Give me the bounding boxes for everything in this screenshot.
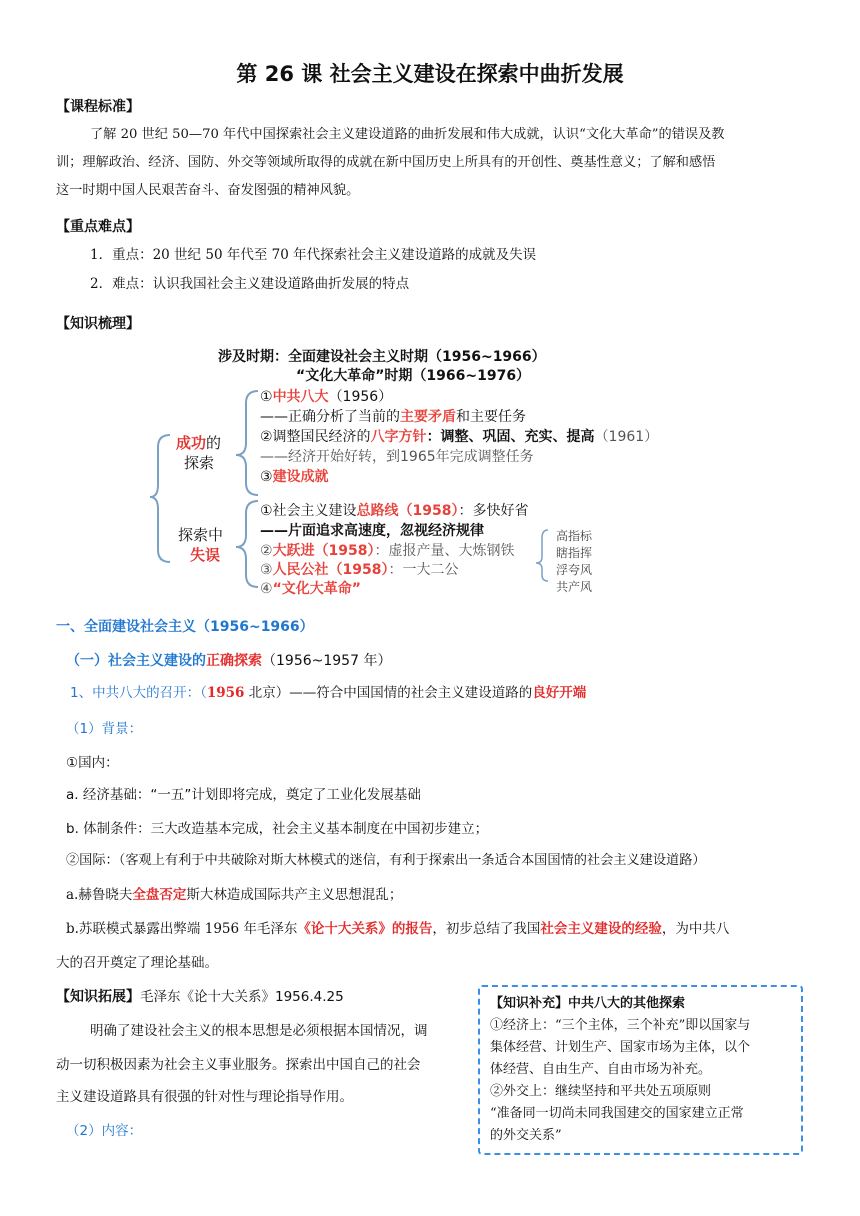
- supplement-line-5: “准备同一切尚未同我国建交的国家建立正常: [490, 1106, 744, 1121]
- page-title: 第 26 课 社会主义建设在探索中曲折发展: [236, 62, 624, 86]
- sub1-a: （一）社会主义建设的: [66, 653, 206, 669]
- supplement-line-6: 的外交关系”: [490, 1128, 562, 1143]
- wind-1: 高指标: [556, 529, 593, 543]
- supplement-line-2: 集体经营、计划生产、国家市场为主体，以个: [490, 1040, 751, 1055]
- mm-s3-c: （1961）: [594, 429, 659, 445]
- part1-background: （1）背景：: [66, 721, 143, 737]
- mm-success-2: [260, 406, 526, 426]
- mm-failure-5: [260, 578, 361, 598]
- mm-s1-red: 中共八大: [272, 389, 329, 405]
- keypoint-2: 2．难点：认识我国社会主义建设道路曲折发展的特点: [90, 276, 410, 292]
- wind-4: 共产风: [556, 580, 593, 594]
- part1-heading: 一、全面建设社会主义（1956~1966）: [56, 619, 314, 635]
- mm-s5-num: ③: [260, 469, 273, 485]
- intl-b1: b.苏联模式暴露出弊端 1956 年毛泽东: [66, 921, 298, 937]
- mm-s3-b: ：调整、巩固、充实、提高: [426, 429, 595, 445]
- mm-failure-1: [260, 500, 529, 520]
- keypoints-heading: 【重点难点】: [56, 219, 140, 235]
- mm-s2-b: 和主要任务: [456, 409, 526, 425]
- supplement-box: [478, 985, 803, 1155]
- mm-s5-red: 建设成就: [272, 469, 329, 485]
- wind-2: 瞎指挥: [556, 546, 593, 560]
- intl-b2: ，初步总结了我国: [432, 921, 541, 937]
- mindmap-success-label: [176, 432, 221, 453]
- part1-intl-b-cont: 大的召开奠定了理论基础。: [56, 955, 218, 971]
- mindmap-period-1: 涉及时期：全面建设社会主义时期（1956~1966）: [218, 349, 546, 365]
- mm-success-1: [260, 386, 392, 406]
- keypoint-1: 1．重点：20 世纪 50 年代至 70 年代探索社会主义建设道路的成就及失误: [90, 247, 537, 263]
- mm-failure-2: ——片面追求高速度，忽视经济规律: [260, 523, 484, 539]
- mm-f1-b: ：多快好省: [458, 503, 529, 519]
- sub1-red: 正确探索: [206, 653, 262, 669]
- mm-f1-a: ①社会主义建设: [260, 503, 357, 519]
- supplement-line-4: ②外交上：继续坚持和平共处五项原则: [490, 1084, 712, 1099]
- item1-red1: 1956: [206, 685, 245, 701]
- mindmap-explore-label: 探索: [184, 454, 215, 472]
- mm-f1-red: 总路线（1958）: [356, 503, 459, 519]
- mm-f4-red: 人民公社（1958）: [272, 562, 389, 578]
- sub1-b: （1956~1957 年）: [262, 653, 392, 669]
- mindmap-failure-red: 失误: [190, 546, 221, 564]
- part1-content: （2）内容：: [66, 1123, 143, 1139]
- part1-intl-a: [66, 882, 402, 908]
- supplement-line-3: 体经营、自由生产、自由市场为补充。: [490, 1062, 712, 1077]
- part1-item1: [70, 680, 586, 706]
- intl-a2: 斯大林造成国际共产主义思想混乱；: [186, 887, 403, 903]
- mm-f5-num: ④: [260, 581, 273, 597]
- mindmap-failure-label: 探索中: [178, 526, 224, 544]
- part1-domestic: ①国内：: [66, 755, 119, 771]
- item1-b: 北京）——符合中国国情的社会主义建设道路的: [244, 685, 533, 701]
- mm-f3-red: 大跃进（1958）: [272, 543, 375, 559]
- part1-sub1: [66, 650, 391, 670]
- success-text: 成功: [176, 434, 207, 452]
- item1-a: 1、中共八大的召开：（: [70, 685, 207, 701]
- intl-b-red1: 《论十大关系》的报告: [297, 921, 433, 937]
- mm-f3-num: ②: [260, 543, 273, 559]
- standard-line-2: 训；理解政治、经济、国防、外交等领域所取得的成就在新中国历史上所具有的开创性、奠基性意义；了解和感悟: [56, 155, 716, 170]
- part1-intl-b: [66, 916, 729, 942]
- mm-f5-red: “文化大革命”: [272, 581, 361, 597]
- mm-success-4: ——经济开始好转，到1965年完成调整任务: [260, 449, 534, 465]
- supplement-heading: 【知识补充】中共八大的其他探索: [490, 996, 686, 1011]
- mm-winds: [556, 528, 592, 596]
- intl-a-red: 全盘否定: [132, 887, 187, 903]
- mm-f4-num: ③: [260, 562, 273, 578]
- ext-heading: 【知识拓展】: [56, 989, 140, 1005]
- extension-title: [56, 984, 344, 1010]
- mm-success-5: [260, 466, 329, 486]
- mm-f3-b: ：虚报产量、大炼钢铁: [374, 543, 515, 559]
- mm-success-3: [260, 426, 658, 446]
- extension-line-1: 明确了建设社会主义的根本思想是必须根据本国情况，调: [90, 1023, 428, 1039]
- mm-s2-red: 主要矛盾: [400, 409, 456, 425]
- standard-line-1: 了解 20 世纪 50—70 年代中国探索社会主义建设道路的曲折发展和伟大成就，认识“文化大革命”的错误及教: [90, 127, 725, 142]
- extension-line-3: 主义建设道路具有很强的针对性与理论指导作用。: [56, 1089, 353, 1105]
- mm-failure-3: [260, 540, 515, 560]
- standard-line-3: 这一时期中国人民艰苦奋斗、奋发图强的精神风貌。: [56, 183, 360, 198]
- knowledge-heading: 【知识梳理】: [56, 316, 140, 332]
- extension-line-2: 动一切积极因素为社会主义事业服务。探索出中国自己的社会: [56, 1057, 421, 1073]
- mm-s3-a: ②调整国民经济的: [260, 429, 371, 445]
- ext-title: 毛泽东《论十大关系》1956.4.25: [140, 989, 344, 1005]
- intl-b3: ，为中共八: [661, 921, 730, 937]
- mm-s1-rest: （1956）: [328, 389, 393, 405]
- mindmap-period-2: “文化大革命”时期（1966~1976）: [296, 368, 531, 384]
- part1-econ: a. 经济基础：“一五”计划即将完成，奠定了工业化发展基础: [66, 787, 421, 803]
- standard-heading: 【课程标准】: [56, 99, 140, 115]
- mm-f4-b: ：一大二公: [388, 562, 459, 578]
- intl-a1: a.赫鲁晓夫: [66, 887, 133, 903]
- success-suffix: 的: [206, 434, 222, 452]
- mm-s2-a: ——正确分析了当前的: [260, 409, 400, 425]
- part1-system: b. 体制条件：三大改造基本完成，社会主义基本制度在中国初步建立；: [66, 821, 489, 837]
- mm-s3-red: 八字方针: [370, 429, 427, 445]
- intl-b-red2: 社会主义建设的经验: [540, 921, 662, 937]
- mm-failure-4: [260, 559, 459, 579]
- part1-intl: ②国际：（客观上有利于中共破除对斯大林模式的迷信，有利于探索出一条适合本国国情的社会主义建设道路）: [66, 853, 706, 868]
- supplement-line-1: ①经济上：“三个主体，三个补充”即以国家与: [490, 1018, 751, 1033]
- wind-3: 浮夸风: [556, 563, 593, 577]
- mm-s1-num: ①: [260, 389, 273, 405]
- item1-red2: 良好开端: [532, 685, 587, 701]
